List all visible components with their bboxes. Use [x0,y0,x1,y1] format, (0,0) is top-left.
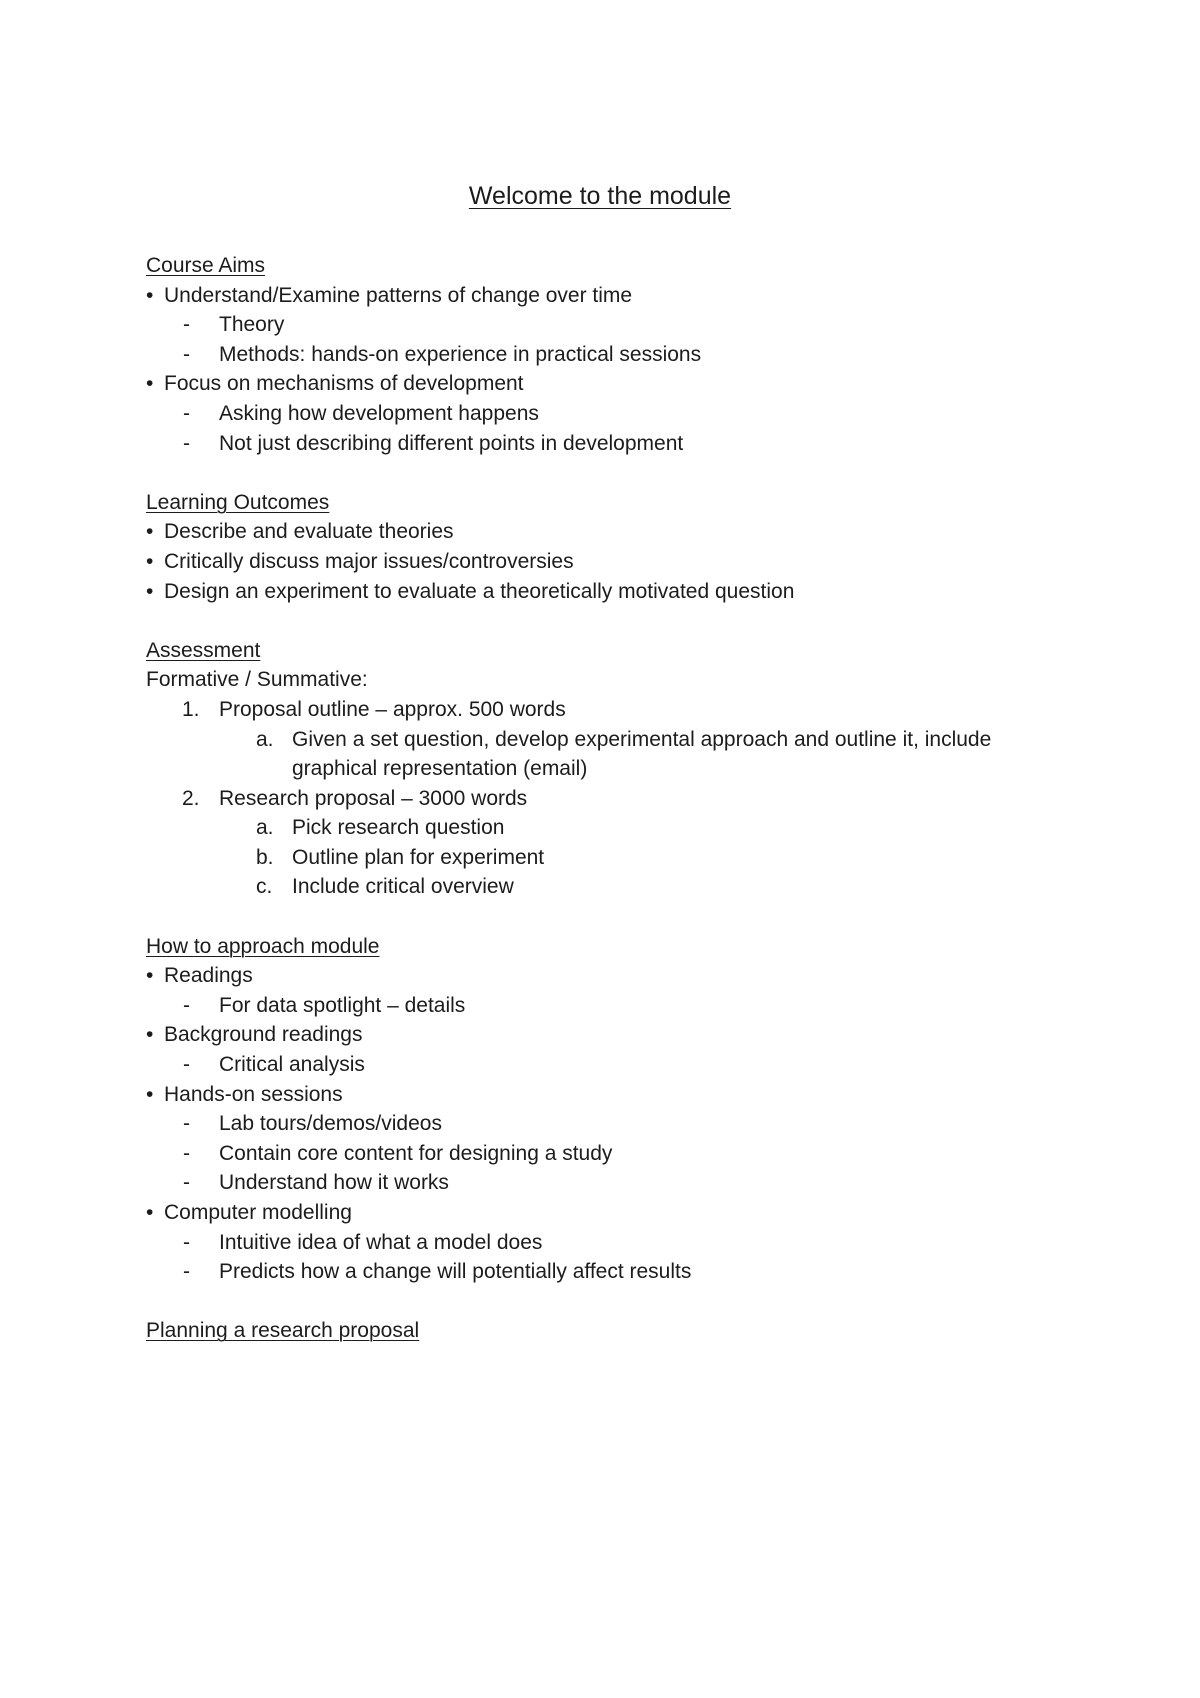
assessment-intro: Formative / Summative: [146,668,368,692]
list-item: - For data spotlight – details [146,991,1046,1021]
section-heading-how-to-approach: How to approach module [146,934,380,958]
list-item: - Methods: hands-on experience in practical sessions [146,340,1046,370]
dash-marker: - [183,313,190,337]
list-item: - Theory [146,310,1046,340]
lettered-item: a. Given a set question, develop experimental approach and outline it, include [146,725,1046,755]
dash-marker: - [183,431,190,455]
list-item: • Background readings [146,1020,1046,1050]
bullet-marker: • [146,964,154,988]
dash-marker: - [183,1230,190,1254]
lettered-item-continuation: graphical representation (email) [292,757,588,781]
letter-marker: a. [256,727,274,751]
numbered-item: 2. Research proposal – 3000 words [146,784,1046,814]
dash-marker: - [183,1053,190,1077]
list-item: - Predicts how a change will potentially affect results [146,1257,1046,1287]
dash-marker: - [183,401,190,425]
dash-marker: - [183,1112,190,1136]
list-item: • Focus on mechanisms of development [146,369,1046,399]
bullet-marker: • [146,1023,154,1047]
list-item: • Critically discuss major issues/controversies [146,547,1046,577]
list-item: - Critical analysis [146,1050,1046,1080]
list-item: • Understand/Examine patterns of change over time [146,281,1046,311]
list-item: - Understand how it works [146,1168,1046,1198]
document-body [146,251,1046,1346]
list-item: - Lab tours/demos/videos [146,1109,1046,1139]
page-title: Welcome to the module [468,182,732,210]
dash-marker: - [183,1260,190,1284]
list-item: - Contain core content for designing a study [146,1139,1046,1169]
number-marker: 1. [182,697,200,721]
bullet-marker: • [146,549,154,573]
dash-marker: - [183,1141,190,1165]
section-heading-learning-outcomes: Learning Outcomes [146,490,330,514]
bullet-marker: • [146,1082,154,1106]
section-heading-course-aims: Course Aims [146,254,266,277]
section-heading-assessment: Assessment [146,638,261,662]
letter-marker: a. [256,816,274,840]
letter-marker: b. [256,845,274,869]
bullet-marker: • [146,372,154,396]
list-item: - Asking how development happens [146,399,1046,429]
lettered-item: a. Pick research question [146,813,1046,843]
list-item: • Computer modelling [146,1198,1046,1228]
list-item: - Not just describing different points in development [146,429,1046,459]
bullet-marker: • [146,1201,154,1224]
section-heading-planning: Planning a research proposal [146,1319,420,1343]
bullet-marker: • [146,283,154,307]
list-item: - Intuitive idea of what a model does [146,1228,1046,1258]
dash-marker: - [183,993,190,1017]
list-item: • Describe and evaluate theories [146,517,1046,547]
list-item: • Hands-on sessions [146,1080,1046,1110]
number-marker: 2. [182,786,200,810]
lettered-item: b. Outline plan for experiment [146,843,1046,873]
lettered-item: c. Include critical overview [146,872,1046,902]
list-item: • Readings [146,961,1046,991]
dash-marker: - [183,342,190,366]
letter-marker: c. [256,875,273,899]
list-item: • Design an experiment to evaluate a theoretically motivated question [146,577,1046,607]
bullet-marker: • [146,579,154,603]
dash-marker: - [183,1171,190,1195]
bullet-marker: • [146,520,154,544]
numbered-item: 1. Proposal outline – approx. 500 words [146,695,1046,725]
